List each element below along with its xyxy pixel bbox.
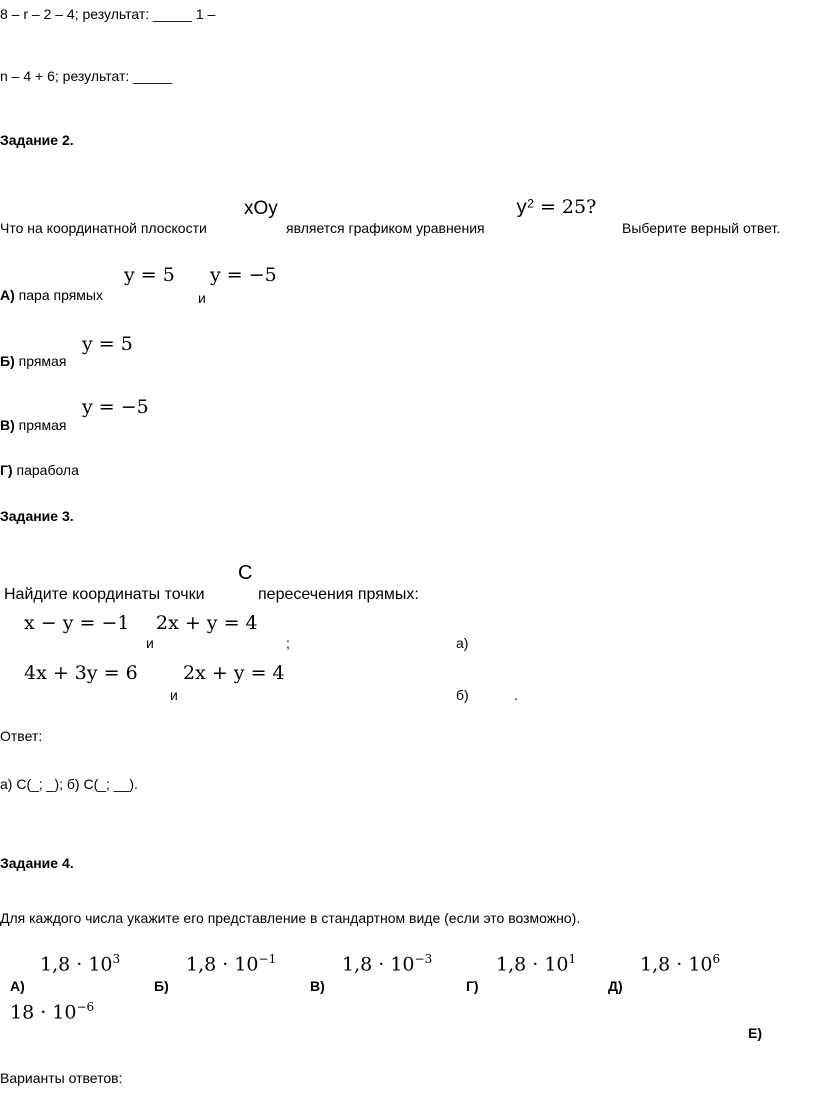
task-3-answer-text: а) C(_; _); б) C(_; __).	[0, 776, 138, 792]
item-b-exponent: −1	[258, 952, 277, 966]
system-a-semicolon: ;	[286, 635, 290, 651]
item-b-mantissa: 1,8 · 10	[186, 953, 259, 976]
system-a-eq-2: 2x + y = 4	[156, 612, 258, 634]
item-d-label: Д)	[608, 978, 623, 994]
option-a-text: пара прямых	[18, 287, 103, 303]
task-4-variants-label: Варианты ответов:	[0, 1070, 123, 1086]
task-2-question-part2: является графиком уравнения	[286, 220, 485, 236]
option-b-text: прямая	[18, 353, 67, 369]
task-2-eq-exponent: 2	[527, 196, 534, 211]
task-2-question-part1: Что на координатной плоскости	[0, 220, 207, 236]
option-v-label: В)	[0, 417, 15, 433]
task-2-eq-base: y	[516, 196, 528, 218]
item-e-number	[10, 1000, 94, 1023]
item-d-mantissa: 1,8 · 10	[640, 953, 713, 976]
task-4-question: Для каждого числа укажите его представление в стандартном виде (если это возможно).	[0, 910, 581, 926]
task-2-plane: xOy	[244, 198, 278, 219]
item-e-mantissa: 18 · 10	[10, 1001, 77, 1024]
item-v-number	[342, 952, 432, 975]
system-b-eq-1: 4x + 3y = 6	[24, 662, 138, 684]
task-3-point: C	[238, 562, 253, 584]
option-a-label: А)	[0, 287, 15, 303]
system-b-dot: .	[514, 687, 518, 703]
task-2-eq-rest: = 25?	[533, 196, 597, 218]
expression-line-1: 8 – r – 2 – 4; результат: _____ 1 –	[0, 6, 216, 22]
task-4-heading: Задание 4.	[0, 855, 74, 871]
item-a-mantissa: 1,8 · 10	[40, 953, 113, 976]
option-a-math-1: y = 5	[124, 264, 175, 286]
item-a-exponent: 3	[112, 952, 121, 966]
item-g-mantissa: 1,8 · 10	[496, 953, 569, 976]
item-v-mantissa: 1,8 · 10	[342, 953, 415, 976]
task-3-heading: Задание 3.	[0, 508, 74, 524]
option-g-text: парабола	[16, 462, 79, 478]
expression-line-2: n – 4 + 6; результат: _____	[0, 68, 173, 84]
task-2-equation	[516, 196, 596, 218]
task-2-option-b	[0, 353, 66, 369]
task-2-option-g	[0, 462, 79, 478]
option-v-text: прямая	[18, 417, 67, 433]
item-g-exponent: 1	[568, 952, 577, 966]
item-d-exponent: 6	[712, 952, 721, 966]
item-a-number	[40, 952, 120, 975]
system-a-conjunction: и	[146, 635, 154, 651]
item-g-number	[496, 952, 576, 975]
item-d-number	[640, 952, 720, 975]
task-2-heading: Задание 2.	[0, 132, 74, 148]
task-3-question-part1: Найдите координаты точки	[4, 586, 205, 603]
system-a-label: а)	[456, 635, 469, 651]
item-a-label: А)	[10, 978, 25, 994]
system-b-conjunction: и	[170, 687, 178, 703]
system-b-eq-2: 2x + y = 4	[183, 662, 285, 684]
item-g-label: Г)	[466, 978, 479, 994]
item-b-label: Б)	[154, 978, 169, 994]
option-b-label: Б)	[0, 353, 15, 369]
system-b-label: б)	[456, 687, 469, 703]
task-2-option-a	[0, 287, 103, 303]
option-b-math: y = 5	[82, 333, 133, 355]
item-e-label: Е)	[748, 1025, 762, 1041]
system-a-eq-1: x − y = −1	[24, 612, 130, 634]
task-2-question-part3: Выберите верный ответ.	[622, 220, 781, 236]
task-3-answer-label: Ответ:	[0, 728, 43, 744]
task-3-question-part2: пересечения прямых:	[258, 586, 419, 603]
option-g-label: Г)	[0, 462, 13, 478]
task-2-option-v	[0, 417, 66, 433]
item-v-label: В)	[310, 978, 325, 994]
option-a-math-2: y = −5	[210, 264, 277, 286]
item-b-number	[186, 952, 276, 975]
option-v-math: y = −5	[82, 396, 149, 418]
option-a-conjunction: и	[198, 290, 206, 306]
item-v-exponent: −3	[414, 952, 433, 966]
item-e-exponent: −6	[76, 1000, 95, 1014]
